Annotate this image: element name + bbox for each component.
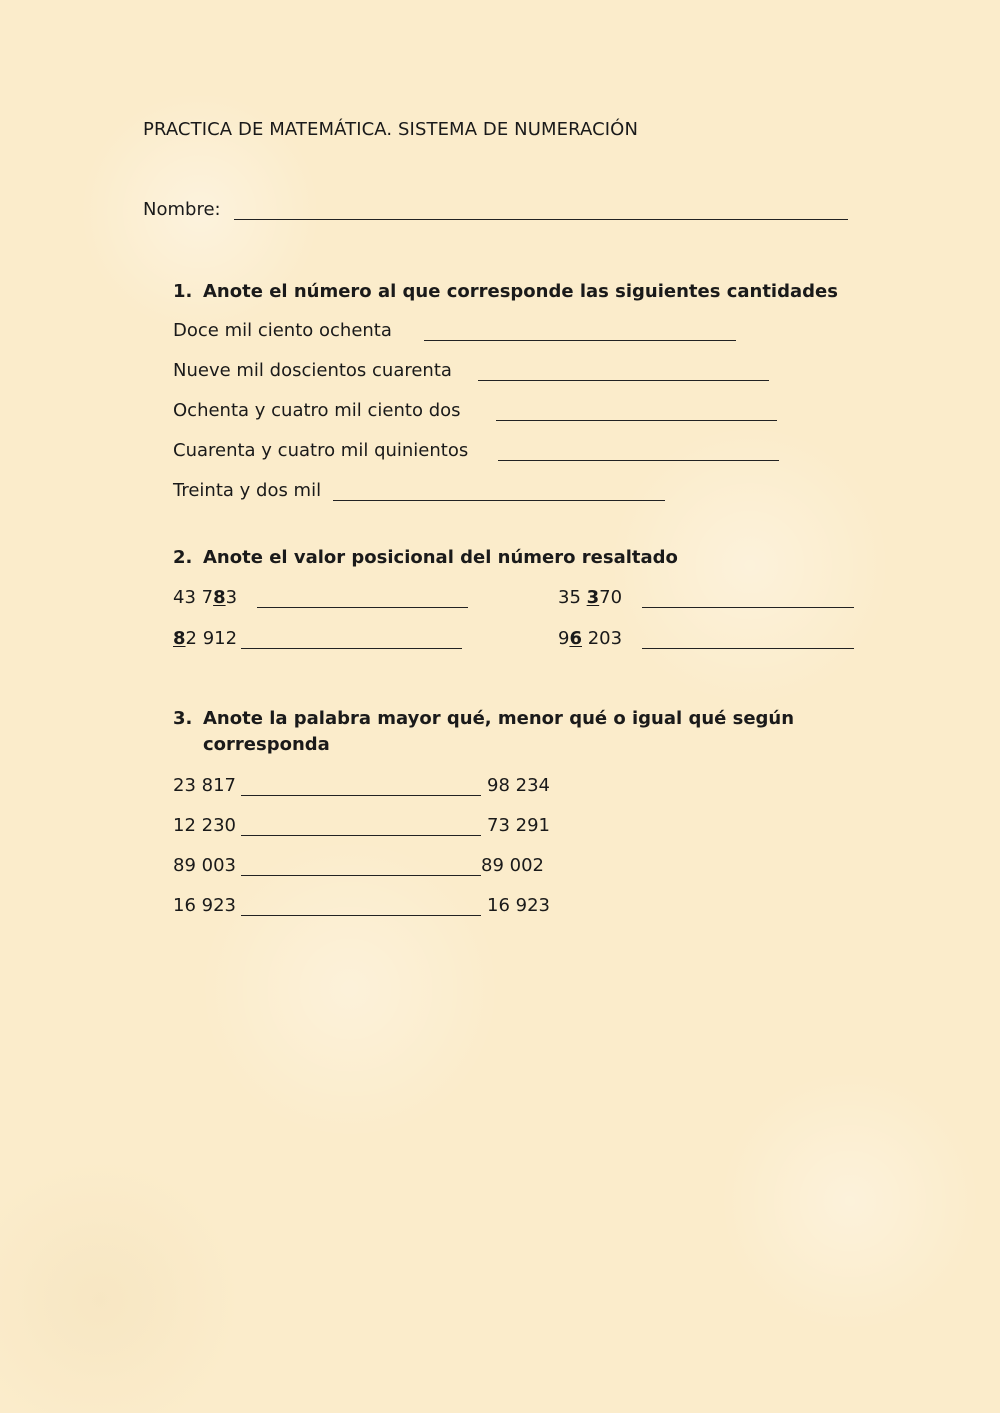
number-part: 43 7 — [173, 587, 214, 608]
section2-number-2 — [558, 587, 622, 608]
section1-answer-line-4[interactable] — [498, 460, 779, 461]
name-answer-line[interactable] — [234, 219, 848, 220]
section1-item-4: Cuarenta y cuatro mil quinientos — [173, 440, 469, 461]
name-label: Nombre: — [143, 199, 221, 220]
section1-answer-line-5[interactable] — [333, 500, 665, 501]
section1-item-3: Ochenta y cuatro mil ciento dos — [173, 400, 461, 421]
section1-heading: Anote el número al que corresponde las siguientes cantidades — [203, 281, 838, 302]
section3-right-number-1: 98 234 — [487, 775, 550, 796]
section2-number-1 — [173, 587, 237, 608]
section2-answer-line-2[interactable] — [642, 607, 854, 608]
section2-answer-line-3[interactable] — [241, 648, 462, 649]
section3-answer-line-2[interactable] — [241, 835, 481, 836]
section2-number-3 — [173, 628, 237, 649]
number-part: 203 — [581, 628, 623, 649]
page-title: PRACTICA DE MATEMÁTICA. SISTEMA DE NUMERACIÓN — [143, 119, 639, 140]
section2-heading: Anote el valor posicional del número resaltado — [203, 547, 678, 568]
section3-heading-line-1: Anote la palabra mayor qué, menor qué o igual qué según — [203, 708, 795, 729]
number-part: 3 — [225, 587, 238, 608]
section3-left-number-3: 89 003 — [173, 855, 236, 876]
section3-left-number-2: 12 230 — [173, 815, 236, 836]
section3-right-number-4: 16 923 — [487, 895, 550, 916]
section3-left-number-1: 23 817 — [173, 775, 236, 796]
highlighted-digit: 3 — [586, 587, 600, 608]
section2-number-4 — [558, 628, 622, 649]
highlighted-digit: 8 — [173, 628, 186, 649]
section2-number: 2. — [173, 547, 193, 568]
number-part: 2 912 — [185, 628, 238, 649]
section3-answer-line-3[interactable] — [241, 875, 481, 876]
section3-answer-line-1[interactable] — [241, 795, 481, 796]
highlighted-digit: 6 — [569, 628, 582, 649]
number-part: 9 — [558, 628, 570, 649]
section1-item-2: Nueve mil doscientos cuarenta — [173, 360, 452, 381]
section3-right-number-3: 89 002 — [481, 855, 544, 876]
section1-answer-line-2[interactable] — [478, 380, 769, 381]
highlighted-digit: 8 — [213, 587, 226, 608]
section3-answer-line-4[interactable] — [241, 915, 481, 916]
number-part: 35 — [558, 587, 587, 608]
section1-number: 1. — [173, 281, 193, 302]
section3-number: 3. — [173, 708, 193, 729]
section1-answer-line-1[interactable] — [424, 340, 736, 341]
section3-heading-line-2: corresponda — [203, 734, 330, 755]
section1-item-5: Treinta y dos mil — [173, 480, 322, 501]
section2-answer-line-1[interactable] — [257, 607, 468, 608]
number-part: 70 — [599, 587, 623, 608]
section2-answer-line-4[interactable] — [642, 648, 854, 649]
section3-left-number-4: 16 923 — [173, 895, 236, 916]
section3-right-number-2: 73 291 — [487, 815, 550, 836]
section1-item-1: Doce mil ciento ochenta — [173, 320, 392, 341]
section1-answer-line-3[interactable] — [496, 420, 777, 421]
